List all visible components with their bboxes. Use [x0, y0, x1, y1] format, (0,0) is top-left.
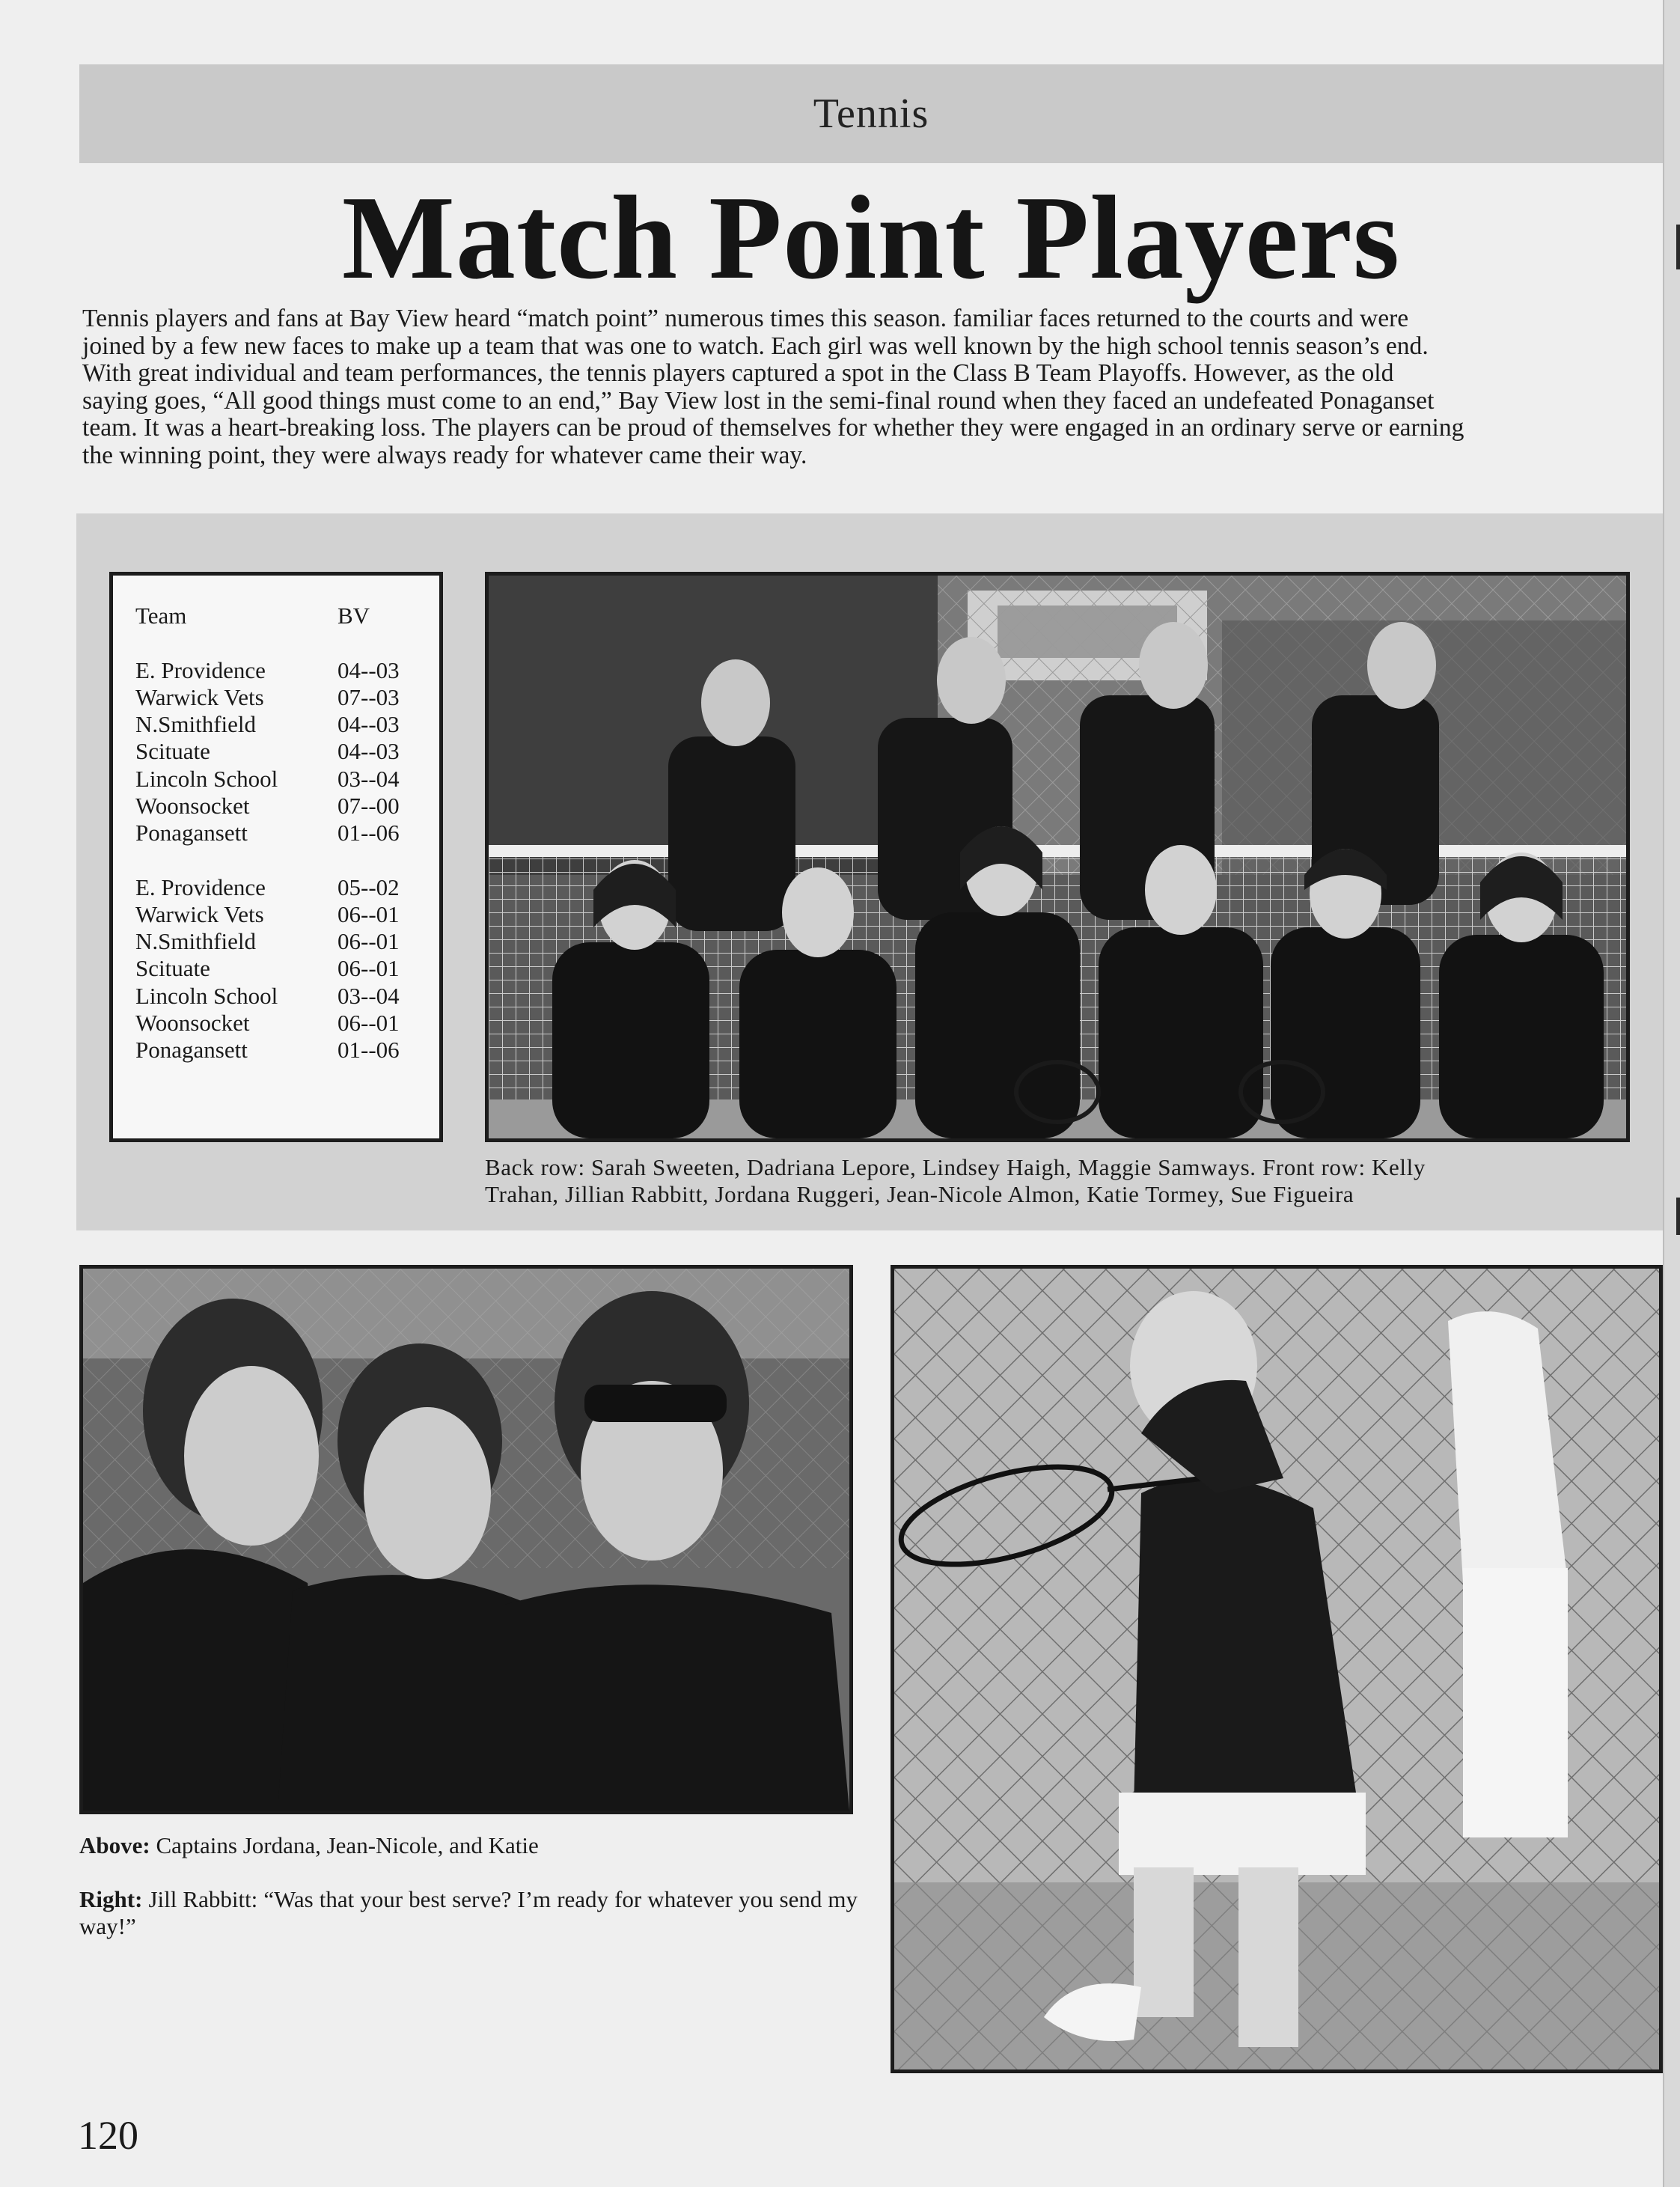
intro-line: joined by a few new faces to make up a team that was one to watch. Each girl was well known by the high school tennis season’s end.	[82, 332, 1429, 360]
score-value: 06--01	[337, 928, 400, 954]
score-value: 01--06	[337, 820, 400, 846]
score-team: E. Providence	[135, 874, 266, 900]
score-value: 04--03	[337, 657, 400, 683]
scores-table	[109, 572, 443, 1142]
score-value: 03--04	[337, 766, 400, 792]
page-headline: Match Point Players	[341, 171, 1401, 304]
score-team: Woonsocket	[135, 1010, 250, 1036]
score-row	[135, 983, 420, 1010]
score-row	[135, 955, 420, 982]
score-team: Scituate	[135, 738, 210, 764]
score-team: Lincoln School	[135, 983, 278, 1009]
score-row	[135, 874, 420, 901]
score-team: Ponagansett	[135, 1037, 248, 1063]
score-row	[135, 1037, 420, 1064]
score-row	[135, 928, 420, 955]
intro-line: the winning point, they were always ready for whatever came their way.	[82, 441, 807, 469]
caption-right-text: Jill Rabbitt: “Was that your best serve? I’m ready for whatever you send my way!”	[79, 1886, 858, 1939]
score-value: 04--03	[337, 738, 400, 764]
scores-header-team: Team	[135, 603, 187, 629]
team-photo-image	[489, 576, 1626, 1138]
intro-paragraph	[82, 305, 1657, 469]
team-photo	[485, 572, 1630, 1142]
score-team: Scituate	[135, 955, 210, 981]
score-team: Warwick Vets	[135, 684, 264, 710]
intro-line: saying goes, “All good things must come to an end,” Bay View lost in the semi-final round when they faced an undefeated Ponaganset	[82, 386, 1435, 415]
intro-line: With great individual and team performances, the tennis players captured a spot in the Class B Team Playoffs. However, as the old	[82, 359, 1394, 387]
score-row	[135, 711, 420, 738]
score-team: E. Providence	[135, 657, 266, 683]
caption-line: Trahan, Jillian Rabbitt, Jordana Ruggeri, Jean-Nicole Almon, Katie Tormey, Sue Figueira	[485, 1181, 1354, 1207]
score-value: 01--06	[337, 1037, 400, 1063]
captains-photo	[79, 1265, 853, 1814]
scores-header	[135, 603, 420, 629]
intro-line: team. It was a heart-breaking loss. The players can be proud of themselves for whether they were engaged in an ordinary serve or earning	[82, 414, 1464, 442]
score-row	[135, 657, 420, 684]
caption-above-text: Captains Jordana, Jean-Nicole, and Katie	[156, 1832, 539, 1858]
score-row	[135, 766, 420, 793]
score-row	[135, 1010, 420, 1037]
score-value: 04--03	[337, 711, 400, 737]
score-row	[135, 820, 420, 847]
captains-photo-image	[83, 1269, 849, 1811]
score-row	[135, 901, 420, 928]
score-value: 05--02	[337, 874, 400, 900]
section-header	[79, 64, 1663, 163]
score-team: Warwick Vets	[135, 901, 264, 927]
score-team: Woonsocket	[135, 793, 250, 819]
score-team: N.Smithfield	[135, 711, 257, 737]
score-team: Ponagansett	[135, 820, 248, 846]
page-edge	[1663, 0, 1680, 2187]
score-value: 07--03	[337, 684, 400, 710]
caption-right	[79, 1886, 858, 1940]
team-photo-caption	[485, 1154, 1637, 1208]
score-value: 03--04	[337, 983, 400, 1009]
score-value: 06--01	[337, 955, 400, 981]
score-value: 06--01	[337, 1010, 400, 1036]
page-number: 120	[78, 2113, 138, 2158]
score-team: N.Smithfield	[135, 928, 257, 954]
action-photo	[891, 1265, 1663, 2073]
score-row	[135, 684, 420, 711]
score-row	[135, 738, 420, 765]
score-value: 06--01	[337, 901, 400, 927]
action-photo-image	[894, 1269, 1659, 2069]
caption-line: Back row: Sarah Sweeten, Dadriana Lepore, Lindsey Haigh, Maggie Samways. Front row: Kelly	[485, 1154, 1426, 1180]
caption-above	[79, 1832, 858, 1859]
scores-header-score: BV	[337, 603, 370, 629]
score-value: 07--00	[337, 793, 400, 819]
score-team: Lincoln School	[135, 766, 278, 792]
caption-above-label: Above:	[79, 1832, 150, 1858]
score-row	[135, 793, 420, 820]
intro-line: Tennis players and fans at Bay View heard “match point” numerous times this season. familiar faces returned to the courts and were	[82, 305, 1409, 332]
caption-right-label: Right:	[79, 1886, 143, 1912]
section-title: Tennis	[813, 91, 929, 137]
